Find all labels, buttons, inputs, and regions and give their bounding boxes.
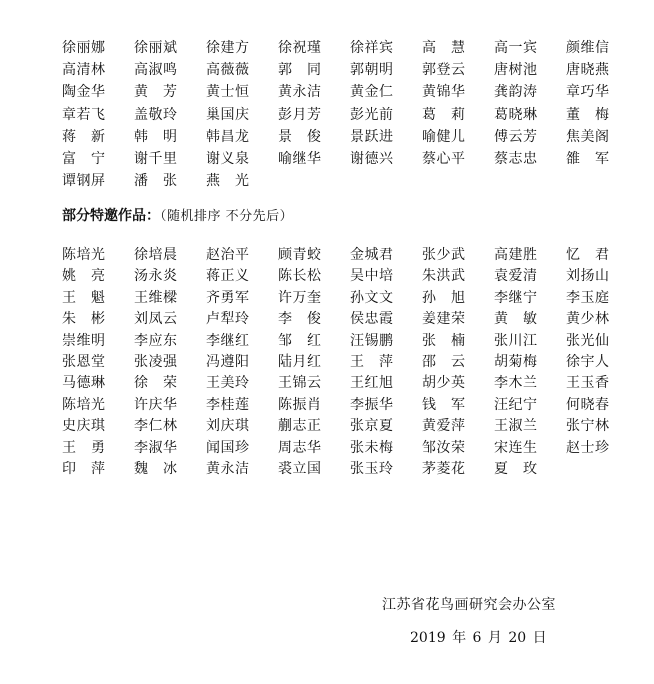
- name-entry: 蒯志正: [278, 418, 322, 435]
- name-entry: 许庆华: [134, 396, 178, 413]
- name-entry: 孙旭: [422, 289, 480, 306]
- name-entry: 陶金华: [62, 84, 106, 101]
- name-entry: 何晓春: [566, 396, 610, 413]
- name-entry: 谢义泉: [206, 150, 250, 167]
- name-entry: 高一宾: [494, 40, 538, 56]
- invited-heading-note: （随机排序 不分先后）: [160, 209, 294, 224]
- name-entry: 高清林: [62, 62, 106, 79]
- name-entry: 王魁: [62, 289, 120, 306]
- name-entry: 焦美阁: [566, 128, 610, 145]
- name-entry: 张恩堂: [62, 353, 106, 370]
- name-entry: 徐建方: [206, 40, 250, 56]
- name-entry: 王锦云: [278, 375, 322, 392]
- name-entry: 朱彬: [62, 311, 120, 328]
- name-entry: 景俊: [278, 128, 336, 145]
- name-entry: 李俊: [278, 311, 336, 328]
- name-entry: 袁爱清: [494, 268, 538, 285]
- name-entry: 龚韵涛: [494, 84, 538, 101]
- name-entry: 史庆琪: [62, 418, 106, 435]
- name-entry: 印萍: [62, 460, 120, 477]
- name-entry: 李玉庭: [566, 289, 610, 306]
- name-entry: 郭同: [278, 62, 336, 79]
- name-entry: 陈长松: [278, 268, 322, 285]
- name-entry: 忆君: [566, 247, 624, 263]
- name-entry: 雒军: [566, 150, 624, 167]
- name-entry: 赵士珍: [566, 439, 610, 456]
- name-entry: 景跃进: [350, 128, 394, 145]
- name-entry: 黄少林: [566, 311, 610, 328]
- name-entry: 孙文文: [350, 289, 394, 306]
- name-entry: 章巧华: [566, 84, 610, 101]
- name-entry: 邵云: [422, 353, 480, 370]
- signature-date: 2019 年 6 月 20 日: [410, 630, 547, 646]
- name-entry: 喻健儿: [422, 128, 466, 145]
- name-entry: 李继宁: [494, 289, 538, 306]
- name-entry: 夏玫: [494, 460, 552, 477]
- name-entry: 李振华: [350, 396, 394, 413]
- name-entry: 胡菊梅: [494, 353, 538, 370]
- name-entry: 巢国庆: [206, 106, 250, 123]
- name-entry: 颜维信: [566, 40, 610, 56]
- name-entry: 谢千里: [134, 150, 178, 167]
- name-entry: 徐荣: [134, 375, 192, 392]
- name-entry: 周志华: [278, 439, 322, 456]
- name-entry: 燕光: [206, 173, 264, 190]
- name-entry: 马德琳: [62, 375, 106, 392]
- name-entry: 张川江: [494, 332, 538, 349]
- name-entry: 李应东: [134, 332, 178, 349]
- name-entry: 宋连生: [494, 439, 538, 456]
- name-entry: 王玉香: [566, 375, 610, 392]
- name-entry: 陆月红: [278, 353, 322, 370]
- name-entry: 魏冰: [134, 460, 192, 477]
- name-entry: 谢德兴: [350, 150, 394, 167]
- name-entry: 彭光前: [350, 106, 394, 123]
- name-entry: 蒋正义: [206, 268, 250, 285]
- name-entry: 朱洪武: [422, 268, 466, 285]
- name-entry: 唐树池: [494, 62, 538, 79]
- name-entry: 崇维明: [62, 332, 106, 349]
- name-entry: 蔡志忠: [494, 150, 538, 167]
- name-entry: 李木兰: [494, 375, 538, 392]
- name-entry: 黄永洁: [278, 84, 322, 101]
- name-entry: 冯遵阳: [206, 353, 250, 370]
- name-entry: 王红旭: [350, 375, 394, 392]
- name-entry: 卢犁玲: [206, 311, 250, 328]
- name-entry: 汪纪宁: [494, 396, 538, 413]
- name-entry: 张未梅: [350, 439, 394, 456]
- name-entry: 李桂莲: [206, 396, 250, 413]
- name-entry: 刘庆琪: [206, 418, 250, 435]
- name-entry: 王勇: [62, 439, 120, 456]
- name-entry: 徐丽斌: [134, 40, 178, 56]
- name-entry: 茅菱花: [422, 460, 466, 477]
- name-entry: 陈振肖: [278, 396, 322, 413]
- name-entry: 黄永洁: [206, 460, 250, 477]
- invited-section-heading: [62, 205, 293, 225]
- name-entry: 蒋新: [62, 128, 120, 145]
- name-entry: 葛晓琳: [494, 106, 538, 123]
- name-entry: 盖敬玲: [134, 106, 178, 123]
- name-entry: 韩昌龙: [206, 128, 250, 145]
- name-entry: 邹汝荣: [422, 439, 466, 456]
- name-entry: 徐祝瑾: [278, 40, 322, 56]
- name-entry: 唐晓燕: [566, 62, 610, 79]
- name-entry: 董梅: [566, 106, 624, 123]
- name-entry: 李仁林: [134, 418, 178, 435]
- name-entry: 金城君: [350, 247, 394, 263]
- name-entry: 傅云芳: [494, 128, 538, 145]
- name-entry: 喻继华: [278, 150, 322, 167]
- name-entry: 黄敏: [494, 311, 552, 328]
- name-entry: 李淑华: [134, 439, 178, 456]
- name-entry: 李继红: [206, 332, 250, 349]
- name-entry: 陈培光: [62, 247, 106, 263]
- name-entry: 齐勇军: [206, 289, 250, 306]
- name-entry: 韩明: [134, 128, 192, 145]
- name-entry: 赵治平: [206, 247, 250, 263]
- member-name-list: [62, 38, 638, 193]
- name-entry: 钱军: [422, 396, 480, 413]
- name-entry: 徐丽娜: [62, 40, 106, 56]
- name-entry: 姜建荣: [422, 311, 466, 328]
- name-entry: 王维樑: [134, 289, 178, 306]
- name-entry: 彭月芳: [278, 106, 322, 123]
- invited-name-list: [62, 245, 638, 480]
- name-entry: 张楠: [422, 332, 480, 349]
- name-entry: 高薇薇: [206, 62, 250, 79]
- name-entry: 高慧: [422, 40, 480, 56]
- name-entry: 汪锡鹏: [350, 332, 394, 349]
- name-entry: 黄士恒: [206, 84, 250, 101]
- name-entry: 谭钢屏: [62, 173, 106, 190]
- name-entry: 张光仙: [566, 332, 610, 349]
- name-entry: 王美玲: [206, 375, 250, 392]
- name-entry: 吴中培: [350, 268, 394, 285]
- name-entry: 顾青蛟: [278, 247, 322, 263]
- name-entry: 黄金仁: [350, 84, 394, 101]
- name-entry: 张宁林: [566, 418, 610, 435]
- name-entry: 黄锦华: [422, 84, 466, 101]
- name-entry: 刘扬山: [566, 268, 610, 285]
- name-entry: 姚亮: [62, 268, 120, 285]
- name-entry: 王萍: [350, 353, 408, 370]
- name-entry: 徐宇人: [566, 353, 610, 370]
- name-entry: 葛莉: [422, 106, 480, 123]
- name-entry: 郭朝明: [350, 62, 394, 79]
- name-entry: 张少武: [422, 247, 466, 263]
- name-entry: 裘立国: [278, 460, 322, 477]
- invited-heading-title: 部分特邀作品：: [62, 208, 160, 224]
- name-entry: 张京夏: [350, 418, 394, 435]
- name-entry: 汤永炎: [134, 268, 178, 285]
- name-entry: 王淑兰: [494, 418, 538, 435]
- name-entry: 邹红: [278, 332, 336, 349]
- name-entry: 侯忠霞: [350, 311, 394, 328]
- name-entry: 黄爱萍: [422, 418, 466, 435]
- name-entry: 高建胜: [494, 247, 538, 263]
- name-entry: 黄芳: [134, 84, 192, 101]
- name-entry: 闻国珍: [206, 439, 250, 456]
- name-entry: 章若飞: [62, 106, 106, 123]
- name-entry: 潘张: [134, 173, 192, 190]
- name-entry: 富宁: [62, 150, 120, 167]
- signature-organization: 江苏省花鸟画研究会办公室: [382, 597, 556, 613]
- name-entry: 陈培光: [62, 396, 106, 413]
- name-entry: 徐祥宾: [350, 40, 394, 56]
- name-entry: 张玉玲: [350, 460, 394, 477]
- name-entry: 胡少英: [422, 375, 466, 392]
- name-entry: 郭登云: [422, 62, 466, 79]
- name-entry: 高淑鸣: [134, 62, 178, 79]
- name-entry: 徐培晨: [134, 247, 178, 263]
- name-entry: 许万奎: [278, 289, 322, 306]
- name-entry: 刘凤云: [134, 311, 178, 328]
- name-entry: 张凌强: [134, 353, 178, 370]
- name-entry: 蔡心平: [422, 150, 466, 167]
